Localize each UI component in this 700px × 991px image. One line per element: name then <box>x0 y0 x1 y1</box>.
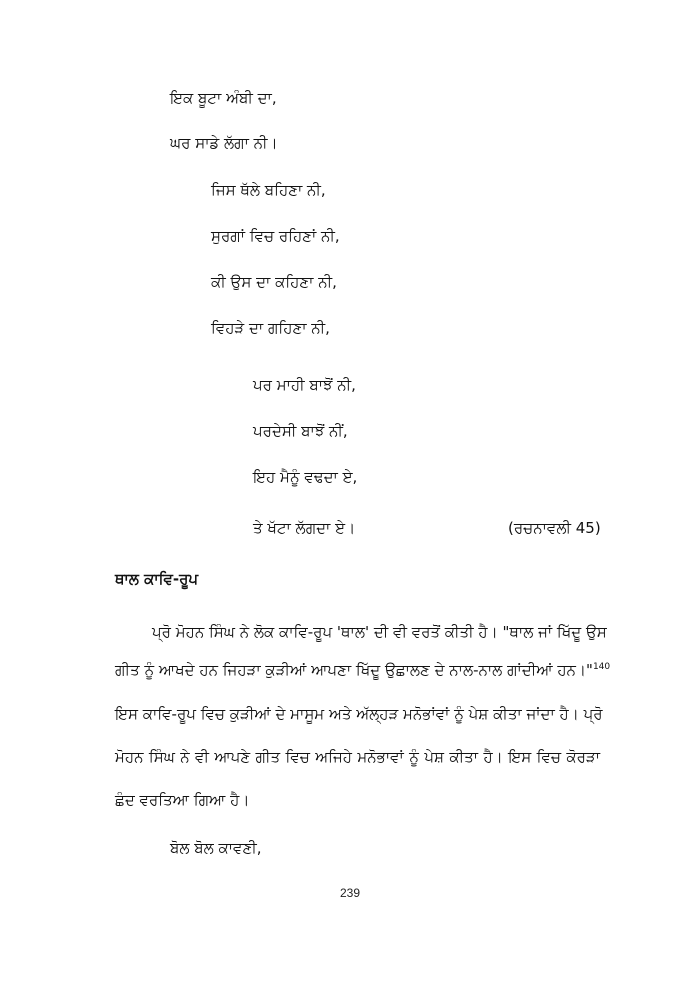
verse-line: ਪਰਦੇਸੀ ਬਾਝੋਂ ਨੀਂ, <box>253 422 348 440</box>
verse-line: ਘਰ ਸਾਡੇ ਲੱਗਾ ਨੀ। <box>170 134 278 152</box>
paragraph-line: ਪ੍ਰੋ ਮੋਹਨ ਸਿੰਘ ਨੇ ਲੋਕ ਕਾਵਿ-ਰੂਪ 'ਥਾਲ' ਦੀ ਵੀ ਵਰਤੋਂ ਕੀਤੀ ਹੈ। "ਥਾਲ ਜਾਂ ਖਿੱਦੂ ਉਸ <box>152 623 607 641</box>
page-number: 239 <box>339 886 361 900</box>
verse-line: ਵਿਹੜੇ ਦਾ ਗਹਿਣਾ ਨੀ, <box>211 319 330 337</box>
section-heading: ਥਾਲ ਕਾਵਿ-ਰੂਪ <box>115 570 199 588</box>
verse-line: ਕੀ ਉਸ ਦਾ ਕਹਿਣਾ ਨੀ, <box>211 273 337 291</box>
verse-line: ਤੇ ਖੱਟਾ ਲੱਗਦਾ ਏ। <box>253 519 356 537</box>
paragraph-line <box>115 660 611 680</box>
footnote-reference: 140 <box>592 662 611 672</box>
paragraph-line: ਮੋਹਨ ਸਿੰਘ ਨੇ ਵੀ ਆਪਣੇ ਗੀਤ ਵਿਚ ਅਜਿਹੇ ਮਨੋਭਾਵਾਂ ਨੂੰ ਪੇਸ਼ ਕੀਤਾ ਹੈ। ਇਸ ਵਿਚ ਕੋਰੜਾ <box>115 748 600 766</box>
citation: (ਰਚਨਾਵਲੀ 45) <box>508 519 601 537</box>
verse-line: ਜਿਸ ਥੱਲੇ ਬਹਿਣਾ ਨੀ, <box>211 181 326 199</box>
paragraph-line: ਛੰਦ ਵਰਤਿਆ ਗਿਆ ਹੈ। <box>115 791 250 809</box>
paragraph-text: ਗੀਤ ਨੂੰ ਆਖਦੇ ਹਨ ਜਿਹੜਾ ਕੁੜੀਆਂ ਆਪਣਾ ਖਿੱਦੂ ਉਛਾਲਣ ਦੇ ਨਾਲ-ਨਾਲ ਗਾਂਦੀਆਂ ਹਨ।" <box>115 661 593 679</box>
verse-line: ਬੋਲ ਬੋਲ ਕਾਵਣੀ, <box>170 839 262 857</box>
verse-line: ਪਰ ਮਾਹੀ ਬਾਝੋਂ ਨੀ, <box>253 376 356 394</box>
paragraph-line: ਇਸ ਕਾਵਿ-ਰੂਪ ਵਿਚ ਕੁੜੀਆਂ ਦੇ ਮਾਸੂਮ ਅਤੇ ਅੱਲ੍ਹੜ ਮਨੋਭਾਂਵਾਂ ਨੂੰ ਪੇਸ਼ ਕੀਤਾ ਜਾਂਦਾ ਹੈ। ਪ੍ਰੋ <box>115 705 603 723</box>
verse-line: ਇਕ ਬੂਟਾ ਅੰਬੀ ਦਾ, <box>170 89 277 107</box>
verse-line: ਇਹ ਮੈਨੂੰ ਵਢਦਾ ਏ, <box>253 468 358 486</box>
verse-line: ਸੁਰਗਾਂ ਵਿਚ ਰਹਿਣਾਂ ਨੀ, <box>211 227 340 245</box>
